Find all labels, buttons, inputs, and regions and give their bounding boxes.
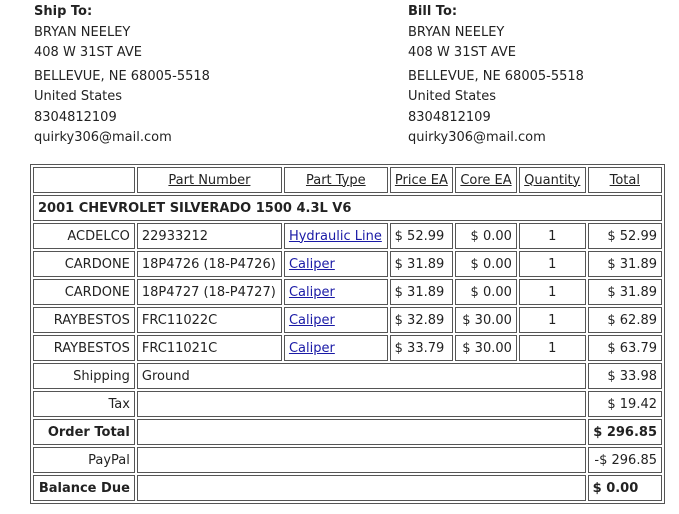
balance-due-blank (137, 475, 586, 501)
part-type-cell (284, 335, 388, 361)
tax-row (33, 391, 662, 417)
vehicle-row (33, 195, 662, 221)
price-cell: $ 33.79 (390, 335, 453, 361)
balance-due-row (33, 475, 662, 501)
core-cell: $ 30.00 (455, 307, 517, 333)
ship-to-street: 408 W 31ST AVE (34, 45, 142, 60)
total-cell: $ 52.99 (588, 223, 662, 249)
paypal-amount: -$ 296.85 (588, 447, 662, 473)
paypal-blank (137, 447, 586, 473)
paypal-label: PayPal (33, 447, 135, 473)
bill-to-country: United States (408, 89, 497, 104)
price-cell: $ 31.89 (390, 251, 453, 277)
header-price-ea[interactable] (390, 167, 453, 193)
header-part-type[interactable] (284, 167, 388, 193)
total-cell: $ 63.79 (588, 335, 662, 361)
brand-cell: RAYBESTOS (33, 307, 135, 333)
tax-blank (137, 391, 586, 417)
brand-cell: CARDONE (33, 279, 135, 305)
quantity-cell: 1 (519, 251, 586, 277)
header-blank (33, 167, 135, 193)
core-cell: $ 0.00 (455, 251, 517, 277)
brand-cell: ACDELCO (33, 223, 135, 249)
core-cell: $ 0.00 (455, 223, 517, 249)
quantity-cell: 1 (519, 335, 586, 361)
paypal-row (33, 447, 662, 473)
tax-amount: $ 19.42 (588, 391, 662, 417)
bill-to-city: BELLEVUE, NE 68005-5518 (408, 68, 584, 84)
core-cell: $ 30.00 (455, 335, 517, 361)
price-cell: $ 31.89 (390, 279, 453, 305)
sort-total-link[interactable]: Total (609, 172, 640, 188)
order-total-label: Order Total (33, 419, 135, 445)
sort-quantity-link[interactable]: Quantity (524, 172, 581, 188)
header-quantity[interactable] (519, 167, 586, 193)
balance-due-amount: $ 0.00 (588, 475, 662, 501)
order-total-blank (137, 419, 586, 445)
brand-cell: CARDONE (33, 251, 135, 277)
order-total-row (33, 419, 662, 445)
part-number-cell: 22933212 (137, 223, 282, 249)
price-cell: $ 52.99 (390, 223, 453, 249)
part-type-link[interactable]: Caliper (288, 256, 335, 272)
order-total-amount: $ 296.85 (588, 419, 662, 445)
ship-to-country: United States (34, 89, 123, 104)
sort-core-ea-link[interactable]: Core EA (460, 172, 512, 188)
bill-to-label: Bill To: (408, 4, 458, 19)
ship-to-block (34, 2, 210, 149)
ship-to-label: Ship To: (34, 4, 93, 19)
core-cell: $ 0.00 (455, 279, 517, 305)
balance-due-label: Balance Due (33, 475, 135, 501)
part-type-cell (284, 307, 388, 333)
quantity-cell: 1 (519, 279, 586, 305)
part-number-cell: FRC11021C (137, 335, 282, 361)
bill-to-block (408, 2, 584, 149)
shipping-amount: $ 33.98 (588, 363, 662, 389)
part-type-cell (284, 251, 388, 277)
part-type-link[interactable]: Caliper (288, 284, 335, 300)
ship-to-city: BELLEVUE, NE 68005-5518 (34, 68, 210, 84)
total-cell: $ 31.89 (588, 279, 662, 305)
quantity-cell: 1 (519, 307, 586, 333)
sort-price-ea-link[interactable]: Price EA (394, 172, 448, 188)
bill-to-phone: 8304812109 (408, 109, 491, 125)
table-row (33, 223, 662, 249)
table-row (33, 307, 662, 333)
shipping-label: Shipping (33, 363, 135, 389)
vehicle-title: 2001 CHEVROLET SILVERADO 1500 4.3L V6 (33, 195, 662, 221)
table-header-row (33, 167, 662, 193)
quantity-cell: 1 (519, 223, 586, 249)
bill-to-street: 408 W 31ST AVE (408, 45, 516, 60)
part-type-cell (284, 223, 388, 249)
part-type-link[interactable]: Hydraulic Line (288, 228, 382, 244)
part-type-cell (284, 279, 388, 305)
table-row (33, 251, 662, 277)
part-number-cell: 18P4726 (18-P4726) (137, 251, 282, 277)
part-type-link[interactable]: Caliper (288, 340, 335, 356)
bill-to-email: quirky306@mail.com (408, 130, 546, 145)
part-type-link[interactable]: Caliper (288, 312, 335, 328)
part-number-cell: FRC11022C (137, 307, 282, 333)
part-number-cell: 18P4727 (18-P4727) (137, 279, 282, 305)
ship-to-email: quirky306@mail.com (34, 130, 172, 145)
bill-to-name: BRYAN NEELEY (408, 24, 505, 40)
total-cell: $ 31.89 (588, 251, 662, 277)
brand-cell: RAYBESTOS (33, 335, 135, 361)
header-part-number[interactable] (137, 167, 282, 193)
shipping-method: Ground (137, 363, 586, 389)
tax-label: Tax (33, 391, 135, 417)
header-core-ea[interactable] (455, 167, 517, 193)
sort-part-number-link[interactable]: Part Number (168, 172, 251, 188)
table-row (33, 335, 662, 361)
sort-part-type-link[interactable]: Part Type (305, 172, 366, 188)
order-table (30, 164, 665, 504)
price-cell: $ 32.89 (390, 307, 453, 333)
table-row (33, 279, 662, 305)
shipping-row (33, 363, 662, 389)
ship-to-name: BRYAN NEELEY (34, 24, 131, 40)
header-total[interactable] (588, 167, 662, 193)
total-cell: $ 62.89 (588, 307, 662, 333)
ship-to-phone: 8304812109 (34, 109, 117, 125)
